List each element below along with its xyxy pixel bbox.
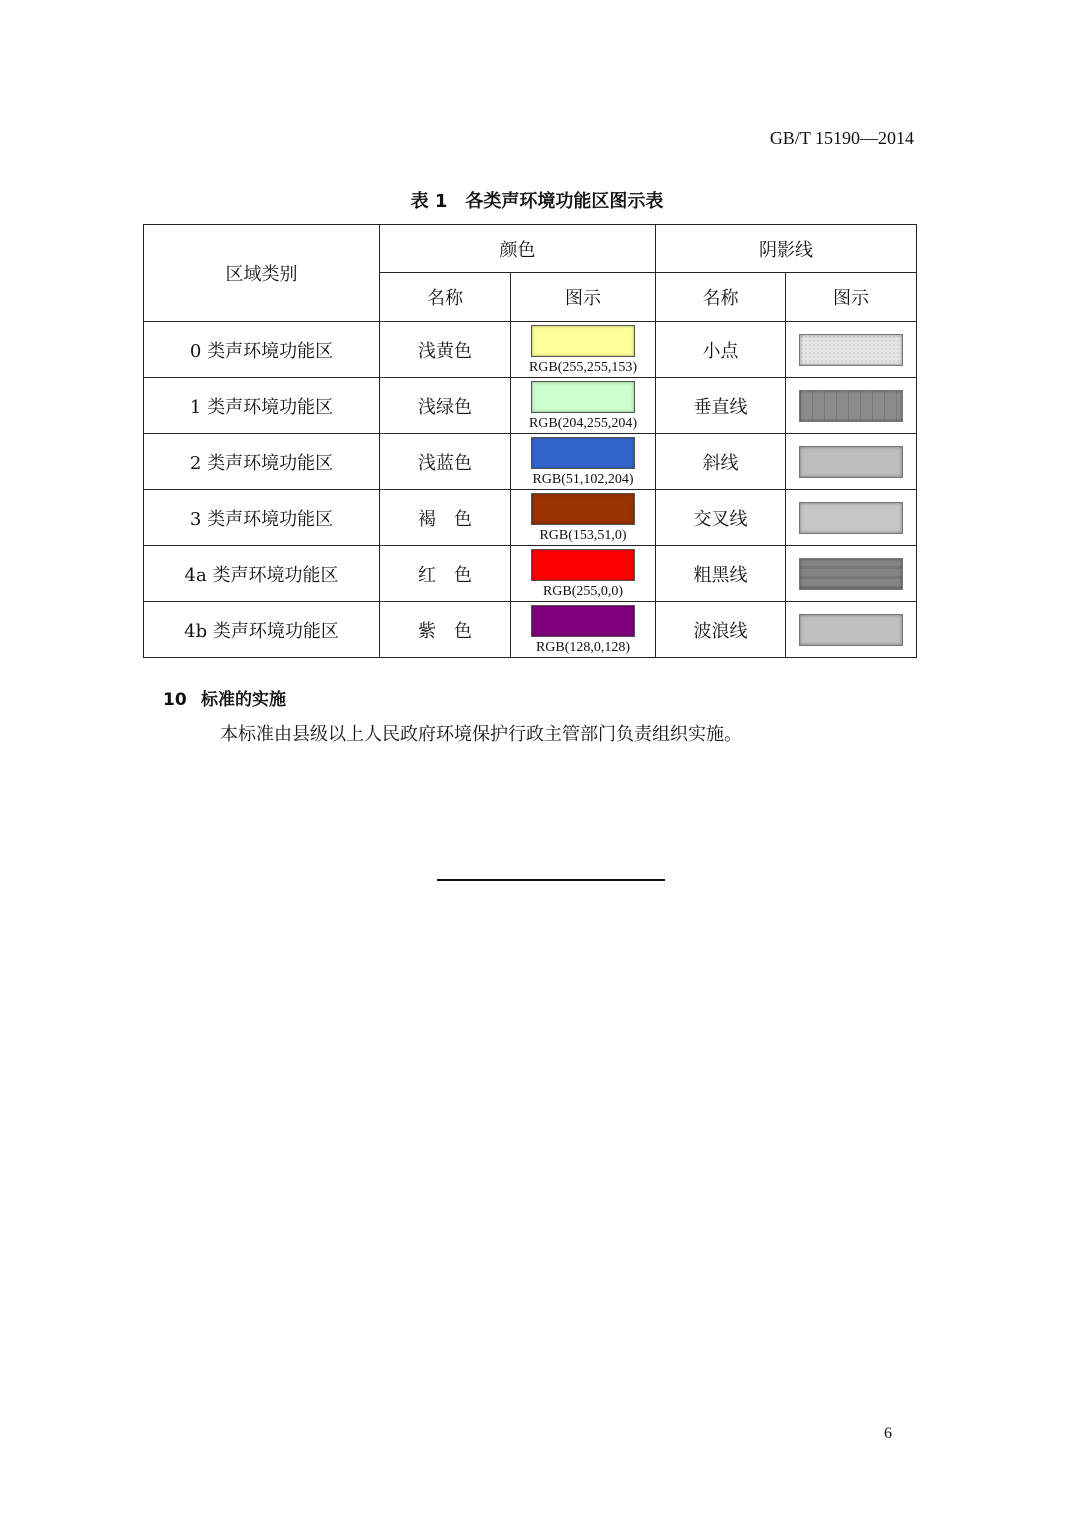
color-figure bbox=[511, 546, 656, 602]
hatch-name: 垂直线 bbox=[656, 378, 786, 434]
color-figure bbox=[511, 378, 656, 434]
zone-legend-table bbox=[143, 224, 917, 658]
section-number: 10 bbox=[163, 690, 187, 710]
color-name: 红 色 bbox=[380, 546, 511, 602]
header-color: 颜色 bbox=[380, 225, 656, 273]
thick-black-line-hatch-swatch bbox=[799, 558, 903, 590]
cross-line-hatch-swatch bbox=[799, 502, 903, 534]
header-hatch-name: 名称 bbox=[656, 273, 786, 322]
rgb-value: RGB(153,51,0) bbox=[539, 528, 627, 543]
hatch-figure bbox=[786, 546, 917, 602]
table-row bbox=[144, 490, 917, 546]
zone-label: 3 类声环境功能区 bbox=[144, 490, 380, 546]
color-figure bbox=[511, 434, 656, 490]
color-swatch bbox=[531, 437, 635, 469]
table-row bbox=[144, 546, 917, 602]
rgb-value: RGB(51,102,204) bbox=[532, 472, 634, 487]
hatch-figure bbox=[786, 490, 917, 546]
wavy-line-hatch-swatch bbox=[799, 614, 903, 646]
header-color-figure: 图示 bbox=[511, 273, 656, 322]
color-figure bbox=[511, 490, 656, 546]
rgb-value: RGB(255,255,153) bbox=[528, 360, 638, 375]
section-heading bbox=[163, 685, 286, 710]
rgb-value: RGB(128,0,128) bbox=[535, 640, 631, 655]
color-swatch bbox=[531, 549, 635, 581]
color-figure bbox=[511, 322, 656, 378]
table-row bbox=[144, 322, 917, 378]
section-body: 本标准由县级以上人民政府环境保护行政主管部门负责组织实施。 bbox=[220, 724, 742, 745]
rgb-value: RGB(204,255,204) bbox=[528, 416, 638, 431]
hatch-name: 斜线 bbox=[656, 434, 786, 490]
vertical-line-hatch-swatch bbox=[799, 390, 903, 422]
hatch-figure bbox=[786, 602, 917, 658]
end-rule bbox=[437, 879, 665, 881]
color-swatch bbox=[531, 605, 635, 637]
color-name: 褐 色 bbox=[380, 490, 511, 546]
color-name: 浅绿色 bbox=[380, 378, 511, 434]
zone-label: 4a 类声环境功能区 bbox=[144, 546, 380, 602]
color-name: 紫 色 bbox=[380, 602, 511, 658]
zone-label: 0 类声环境功能区 bbox=[144, 322, 380, 378]
rgb-value: RGB(255,0,0) bbox=[542, 584, 624, 599]
hatch-figure bbox=[786, 434, 917, 490]
diagonal-line-hatch-swatch bbox=[799, 446, 903, 478]
header-hatch-figure: 图示 bbox=[786, 273, 917, 322]
page-number: 6 bbox=[884, 1425, 892, 1442]
hatch-name: 粗黑线 bbox=[656, 546, 786, 602]
color-figure bbox=[511, 602, 656, 658]
standard-code: GB/T 15190—2014 bbox=[769, 128, 914, 148]
header-color-name: 名称 bbox=[380, 273, 511, 322]
color-swatch bbox=[531, 381, 635, 413]
hatch-name: 交叉线 bbox=[656, 490, 786, 546]
hatch-name: 小点 bbox=[656, 322, 786, 378]
table-row bbox=[144, 602, 917, 658]
table-row bbox=[144, 378, 917, 434]
header-hatch: 阴影线 bbox=[656, 225, 917, 273]
hatch-name: 波浪线 bbox=[656, 602, 786, 658]
color-name: 浅黄色 bbox=[380, 322, 511, 378]
dot-hatch-swatch bbox=[799, 334, 903, 366]
hatch-figure bbox=[786, 322, 917, 378]
color-swatch bbox=[531, 325, 635, 357]
header-zone-type: 区域类别 bbox=[144, 225, 380, 322]
color-name: 浅蓝色 bbox=[380, 434, 511, 490]
section-title: 标准的实施 bbox=[201, 690, 286, 710]
color-swatch bbox=[531, 493, 635, 525]
table-row bbox=[144, 434, 917, 490]
zone-label: 2 类声环境功能区 bbox=[144, 434, 380, 490]
zone-label: 4b 类声环境功能区 bbox=[144, 602, 380, 658]
zone-label: 1 类声环境功能区 bbox=[144, 378, 380, 434]
hatch-figure bbox=[786, 378, 917, 434]
table-title: 表 1 各类声环境功能区图示表 bbox=[410, 191, 664, 212]
